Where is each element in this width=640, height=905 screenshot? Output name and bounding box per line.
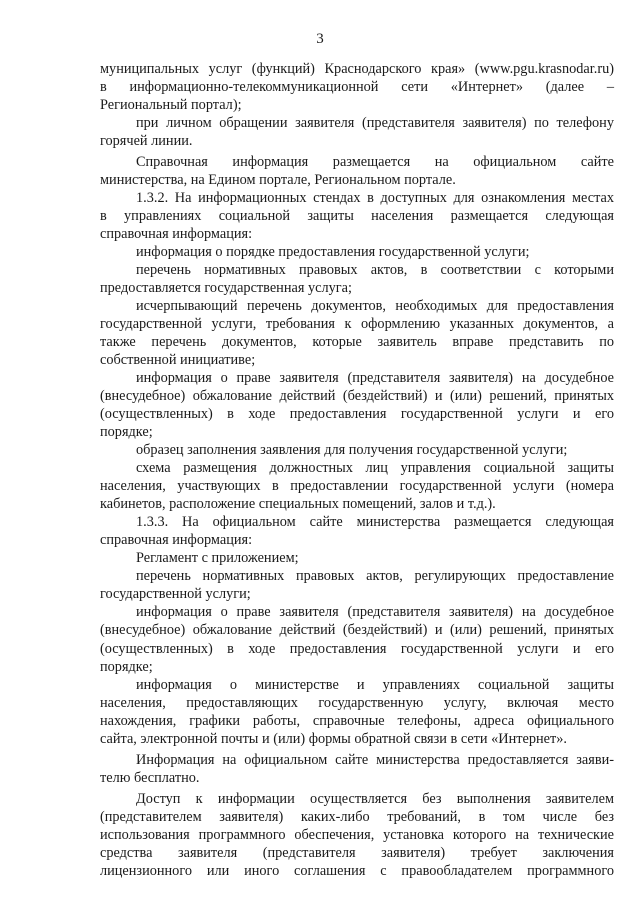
text-line: Доступ к информации осуществляется без выполнения заявителем [136, 790, 614, 807]
text-line: Информация на официальном сайте министерства предоставляется заяви- [136, 751, 614, 768]
text-line: кабинетов, расположение специальных помещений, залов и т.д.). [100, 496, 496, 513]
text-line: (внесудебное) обжалование действий (бездействий) и (или) решений, принятых [100, 622, 614, 639]
page-number: 3 [316, 31, 324, 47]
text-line: муниципальных услуг (функций) Краснодарского края» (www.pgu.krasnodar.ru) [100, 61, 614, 77]
text-line: 1.3.3. На официальном сайте министерства размещается следующая [136, 514, 614, 531]
text-line: информация о праве заявителя (представителя заявителя) на досудебное [136, 604, 614, 621]
text-line: горячей линии. [100, 133, 193, 150]
text-line: информация о министерстве и управлениях социальной защиты [136, 676, 614, 693]
text-line: предоставляется государственная услуга; [100, 280, 352, 297]
text-line: лицензионного или иного соглашения с правообладателем программного [100, 862, 614, 879]
text-line: исчерпывающий перечень документов, необходимых для предоставления [136, 298, 614, 315]
text-line: (внесудебное) обжалование действий (бездействий) и (или) решений, принятых [100, 388, 614, 405]
text-line: справочная информация: [100, 226, 253, 243]
text-line: справочная информация: [100, 532, 253, 549]
text-line: средства заявителя (представителя заявителя) требует заключения [100, 844, 614, 861]
text-line: собственной инициативе; [100, 352, 256, 369]
text-line: телю бесплатно. [100, 769, 200, 786]
text-line: порядке; [100, 658, 153, 675]
text-line: Справочная информация размещается на официальном сайте [136, 154, 614, 171]
text-line: (представителем заявителя) каких-либо требований, в том числе без [100, 808, 614, 825]
text-line: Регламент с приложением; [136, 550, 299, 567]
text-line: населения, предоставляющих государственную услугу, включая место [100, 694, 614, 711]
text-line: схема размещения должностных лиц управления социальной защиты [136, 460, 614, 477]
text-line: (осуществленных) в ходе предоставления государственной услуги и его [100, 406, 614, 423]
text-line: населения, участвующих в предоставлении государственной услуги (номера [100, 478, 614, 495]
text-line: информация о порядке предоставления государственной услуги; [136, 244, 530, 261]
text-line: в управлениях социальной защиты населения размещается следующая [100, 208, 614, 225]
text-line: в информационно-телекоммуникационной сети «Интернет» (далее – [100, 79, 614, 96]
text-line: образец заполнения заявления для получения государственной услуги; [136, 442, 568, 459]
text-line: сайта, электронной почты и (или) формы обратной связи в сети «Интернет». [100, 730, 567, 747]
text-line: информация о праве заявителя (представителя заявителя) на досудебное [136, 370, 614, 387]
text-line: (осуществленных) в ходе предоставления государственной услуги и его [100, 640, 614, 657]
text-line: порядке; [100, 424, 153, 441]
text-line: нахождения, графики работы, справочные телефоны, адреса официального [100, 712, 614, 729]
document-body [100, 60, 614, 880]
text-line: перечень нормативных правовых актов, регулирующих предоставление [136, 568, 614, 585]
text-line: Региональный портал); [100, 97, 242, 114]
text-line: при личном обращении заявителя (представителя заявителя) по телефону [136, 115, 614, 132]
text-line: государственной услуги; [100, 586, 251, 603]
text-line: государственной услуги, требования к оформлению указанных документов, а [100, 316, 614, 333]
text-line: 1.3.2. На информационных стендах в доступных для ознакомления местах [136, 190, 614, 207]
text-line: министерства, на Едином портале, Региональном портале. [100, 172, 456, 189]
text-line: использования программного обеспечения, установка которого на технические [100, 826, 614, 843]
text-line: также перечень документов, которые заявитель вправе представить по [100, 334, 614, 351]
text-line: перечень нормативных правовых актов, в соответствии с которыми [136, 262, 614, 279]
